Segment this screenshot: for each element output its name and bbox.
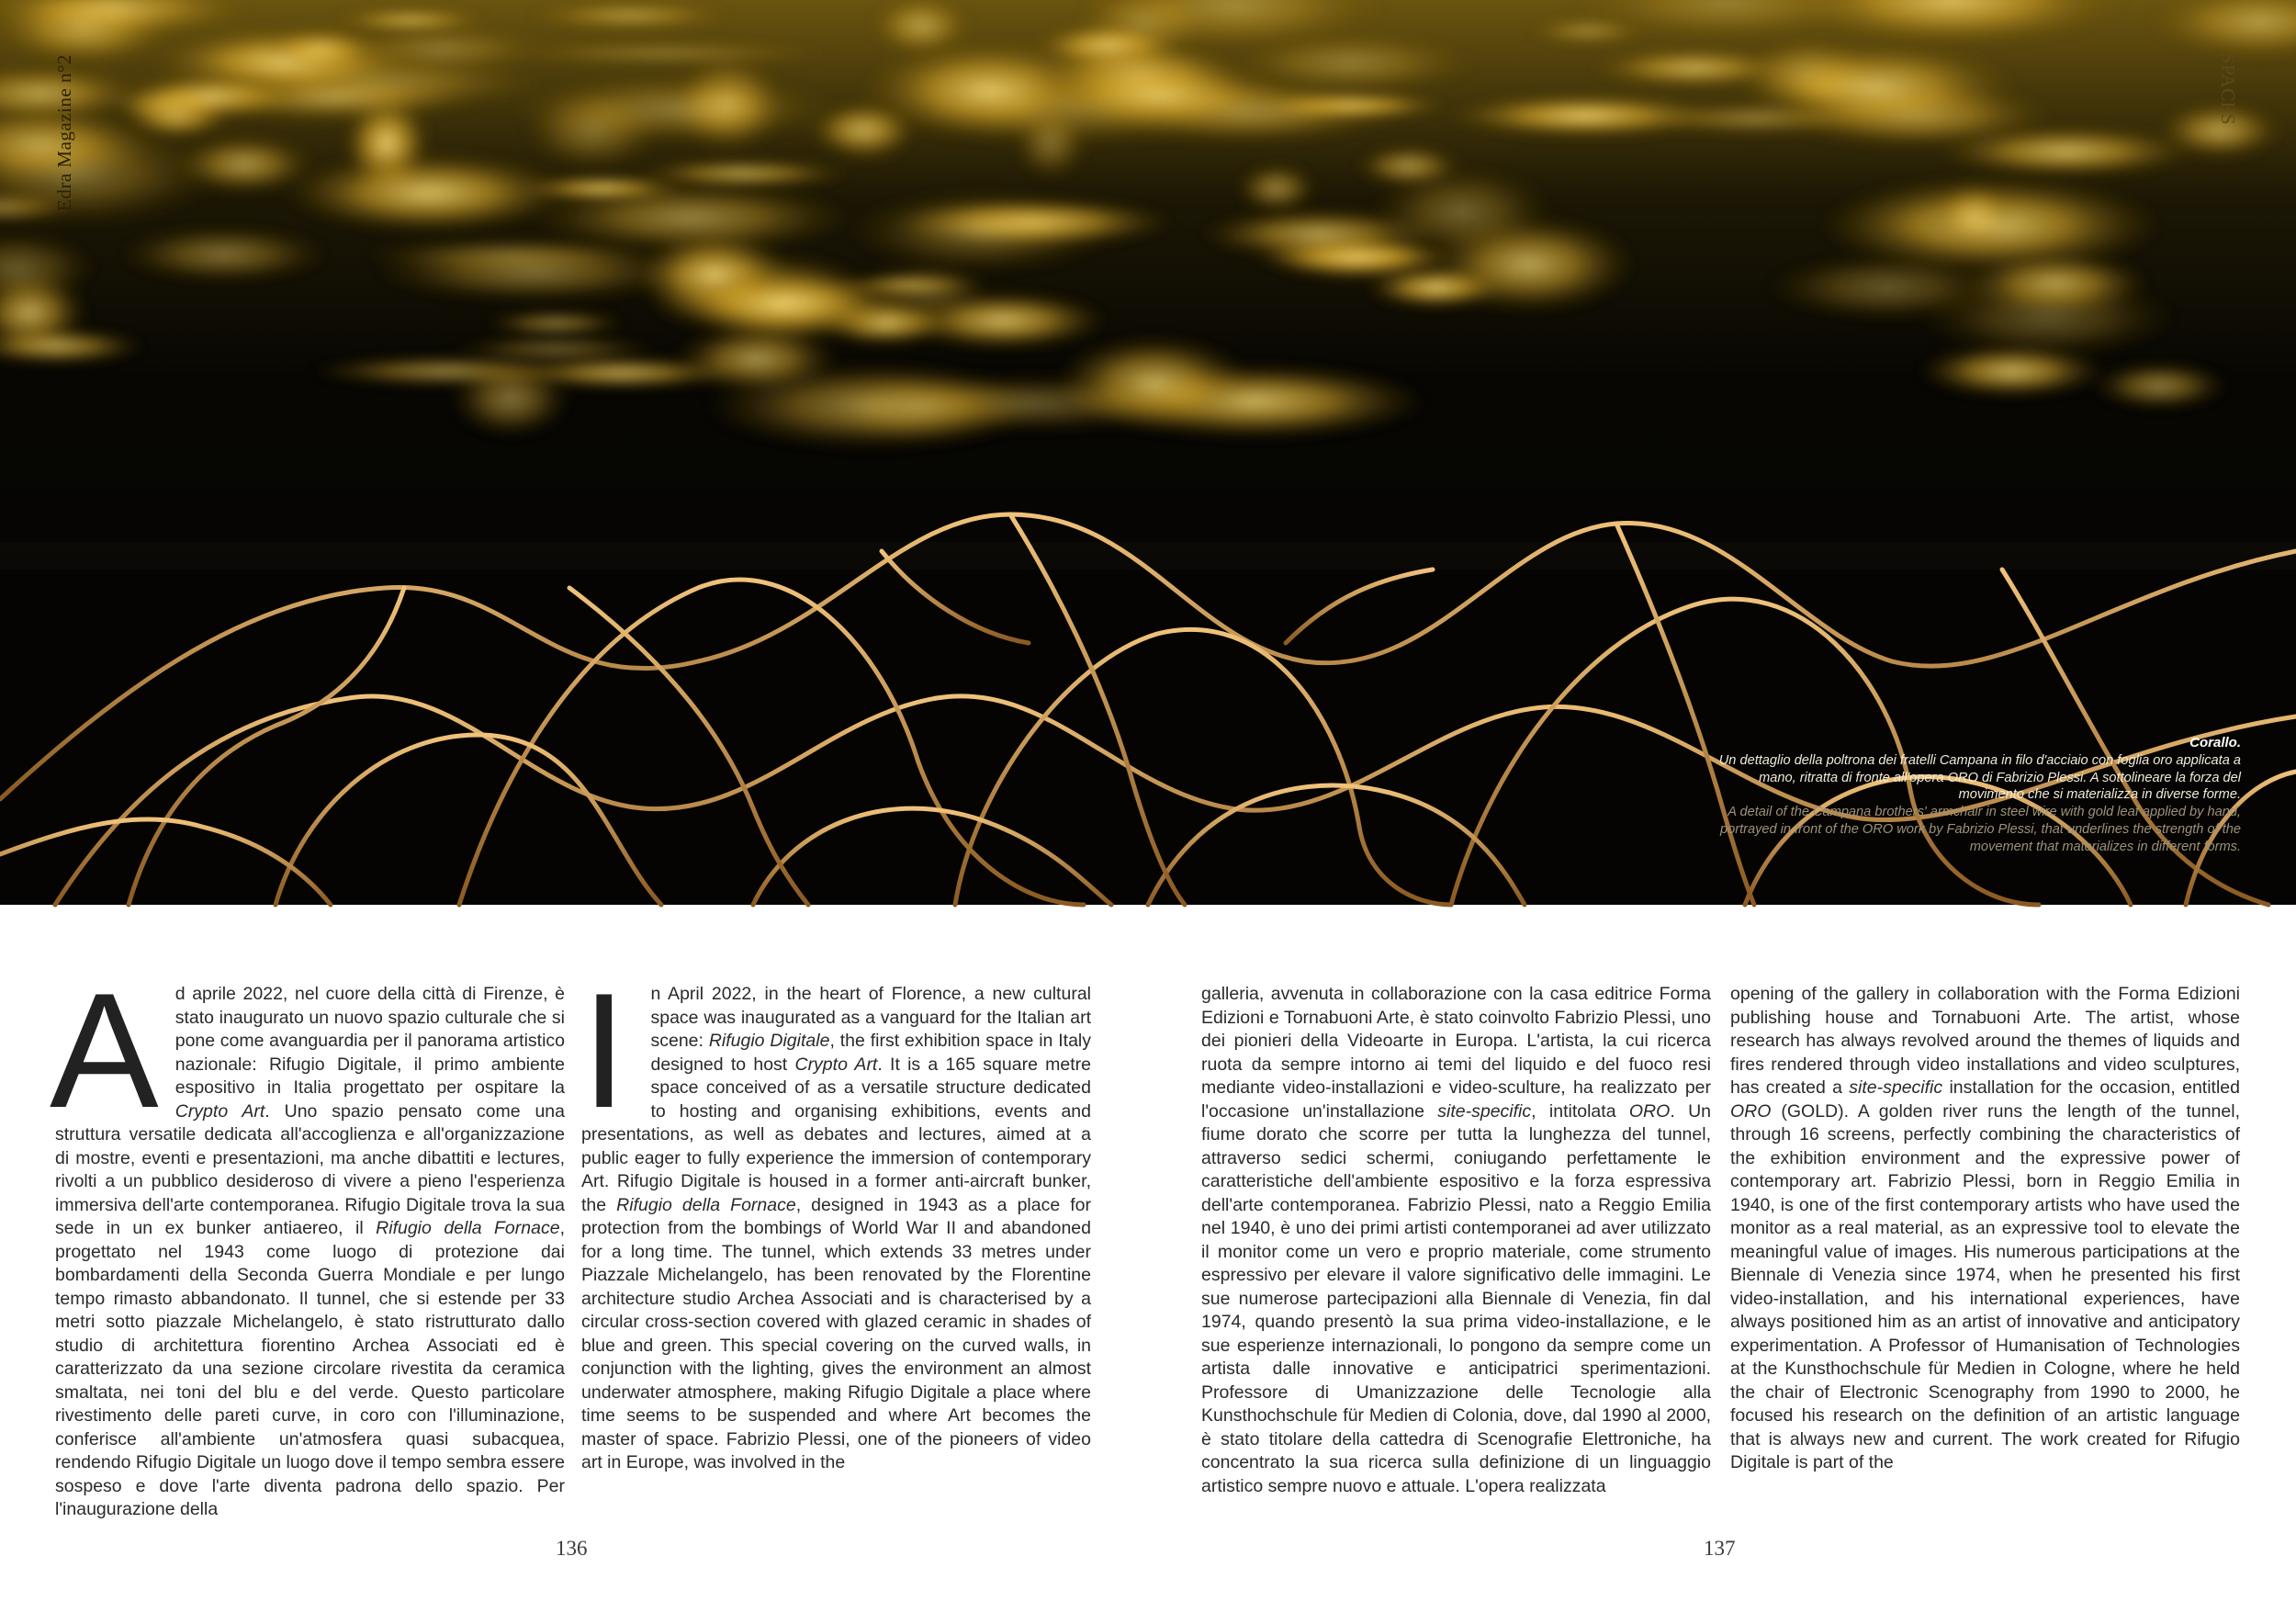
section-label: SPACES — [2217, 53, 2239, 126]
gold-reflection — [650, 270, 918, 338]
article-column-english-2 — [1730, 983, 2240, 1479]
gold-reflection — [816, 370, 1027, 444]
gold-reflection — [485, 310, 626, 336]
gold-reflection — [490, 41, 839, 65]
gold-reflection — [119, 226, 329, 283]
gold-reflection — [0, 231, 96, 305]
paragraph: opening of the gallery in collaboration with the Forma Edizioni publishing house and Tornabuoni Arte. The artist, whose research has always revolved around the themes of liquids and fires rendered through video installations and video sculptures, has created a site-specific installation for the occasion, entitled ORO (GOLD). A golden river runs the length of the tunnel, through 16 screens, perfectly combining the characteristics of the exhibition environment and the expressive power of contemporary art. Fabrizio Plessi, born in Reggio Emilia in 1940, is one of the first contemporary artists who have used the monitor as a real material, as an expressive tool to elevate the meaningful value of images. His numerous participations at the Biennale di Venezia since 1974, when he presented his first video-installation, and his international experiences, have always positioned him as an artist of innovative and anticipatory experimentation. A Professor of Humanisation of Technologies at the Kunsthochschule für Medien in Cologne, where he held the chair of Electronic Scenography from 1990 to 2000, he focused his research on the definition of an artistic language that is always new and current. The work created for Rifugio Digitale is part of the — [1730, 984, 2240, 1472]
page-number-left: 136 — [556, 1537, 588, 1560]
gold-reflection — [0, 328, 145, 365]
drop-cap-i: I — [581, 959, 627, 1142]
paragraph: galleria, avvenuta in collaborazione con la casa editrice Forma Edizioni e Tornabuoni Arte, è stato coinvolto Fabrizio Plessi, uno dei pionieri della Videoarte in Europa. L'artista, la cui ricerca ruota da sempre intorno ai temi del liquido e del fuoco resi mediante video-installazioni e video-sculture, ha realizzato per l'occasione un'installazione site-specific, intitolata ORO. Un fiume dorato che scorre per tutta la lunghezza del tunnel, attraverso sedici schermi, coniugando perfettamente le caratteristiche dell'ambiente espositivo e la forza espressiva dell'arte contemporanea. Fabrizio Plessi, nato a Reggio Emilia nel 1940, è uno dei primi artisti contemporanei ad aver utilizzato il monitor come un vero e proprio materiale, come strumento espressivo per elevare il valore significativo delle immagini. Le sue numerose partecipazioni alla Biennale di Venezia, fin dal 1974, quando presentò la sua prima video-installazione, e le sue esperienze internazionali, lo pongono da sempre come un artista dalle innovative e anticipatrici sperimentazioni. Professore di Umanizzazione delle Tecnologie alla Kunsthochschule für Medien di Colonia, dove, dal 1990 al 2000, è stato titolare della cattedra di Scenografie Elettroniche, ha concentrato la sua ricerca sulla definizione di un linguaggio artistico sempre nuovo e attuale. L'opera realizzata — [1201, 984, 1711, 1496]
paragraph: d aprile 2022, nel cuore della città di Firenze, è stato inaugurato un nuovo spazio culturale che si pone come avanguardia per il panorama artistico nazionale: Rifugio Digitale, il primo ambiente espositivo in Italia progettato per ospitare la Crypto Art. Uno spazio pensato come una struttura versatile dedicata all'accoglienza e all'organizzazione di mostre, eventi e presentazioni, ma anche dibattiti e lectures, rivolti a un pubblico desideroso di vivere a pieno l'esperienza immersiva dell'arte contemporanea. Rifugio Digitale trova la sua sede in un ex bunker antiaereo, il Rifugio della Fornace, progettato nel 1943 come luogo di protezione dai bombardamenti della Seconda Guerra Mondiale e per lungo tempo rimasto abbandonato. Il tunnel, che si estende per 33 metri sotto piazzale Michelangelo, è stato ristrutturato dallo studio di architettura fiorentino Archea Associati ed è caratterizzato da una sezione circolare rivestita da ceramica smaltata, nei toni del blu e del verde. Questo particolare rivestimento delle pareti curve, in coro con l'illuminazione, conferisce all'ambiente un'atmosfera quasi subacquea, rendendo Rifugio Digitale un luogo dove il tempo sembra essere sospeso e dove l'arte diventa padrona dello spazio. Per l'inaugurazione della — [55, 984, 565, 1519]
drop-cap-a: A — [50, 959, 159, 1142]
gold-reflection — [848, 189, 1114, 274]
caption-italian: Un dettaglio della poltrona dei fratelli Campana in filo d'acciaio con foglia oro applicata a mano, ritratta di fronte all'opera ORO di Fabrizio Plessi. A sottolineare la forza del movimento che si materializza in diverse forme. — [1718, 752, 2241, 803]
gold-reflection — [1737, 41, 2018, 133]
gold-reflection — [1937, 126, 2196, 177]
gold-reflection — [284, 152, 574, 233]
magazine-issue-label: Edra Magazine n°2 — [53, 54, 75, 211]
gold-reflection — [636, 159, 850, 188]
gold-reflection — [453, 335, 658, 363]
article-column-english-1 — [581, 959, 1092, 1479]
gold-reflection — [1446, 94, 1724, 138]
photo-caption — [1690, 735, 2241, 856]
gold-reflection — [1019, 61, 1301, 130]
gold-reflection — [805, 104, 918, 155]
caption-title: Corallo. — [2189, 735, 2241, 750]
gold-reflection — [1356, 145, 1462, 187]
caption-english: A detail of the Campana brothers' armchair in steel wire with gold leaf applied by hand, portrayed in front of the ORO work by Fabrizio Plessi, that underlines the strength of the movement that materializes in different forms. — [1719, 805, 2241, 854]
gold-reflection — [262, 27, 381, 71]
article-column-italian-1 — [50, 959, 565, 1519]
page-number-right: 137 — [1704, 1537, 1736, 1560]
paragraph: n April 2022, in the heart of Florence, a new cultural space was inaugurated as a vanguard for the Italian art scene: Rifugio Digitale, the first exhibition space in Italy designed to host Crypto Art. It is a 165 square metre space conceived of as a versatile structure dedicated to hosting and organising exhibitions, events and presentations, as well as debates and lectures, aimed at a public eager to fully experience the immersion of contemporary Art. Rifugio Digitale is housed in a former anti-aircraft bunker, the Rifugio della Fornace, designed in 1943 as a place for protection from the bombings of World War II and abandoned for a long time. The tunnel, which extends 33 metres under Piazzale Michelangelo, has been renovated by the Florentine architecture studio Archea Associati and is characterised by a circular cross-section covered with glazed ceramic in shades of blue and green. This special covering on the curved walls, in conjunction with the lighting, gives the environment an almost underwater atmosphere, making Rifugio Digitale a place where time seems to be suspended and where Art becomes the master of space. Fabrizio Plessi, one of the pioneers of video art in Europe, was involved in the — [581, 984, 1092, 1472]
gold-reflection — [1236, 164, 1317, 213]
gold-reflection — [2146, 0, 2296, 60]
gold-reflection — [1366, 266, 1507, 309]
gold-reflection — [508, 73, 842, 145]
gold-reflection — [2092, 362, 2228, 410]
article-column-italian-2 — [1201, 983, 1711, 1496]
gold-reflection — [450, 360, 571, 437]
gold-reflection — [526, 2, 734, 29]
gold-reflection — [118, 73, 306, 120]
gold-reflection — [1919, 277, 2177, 358]
gold-reflection — [1933, 181, 2014, 247]
gold-reflection — [1526, 17, 1649, 45]
